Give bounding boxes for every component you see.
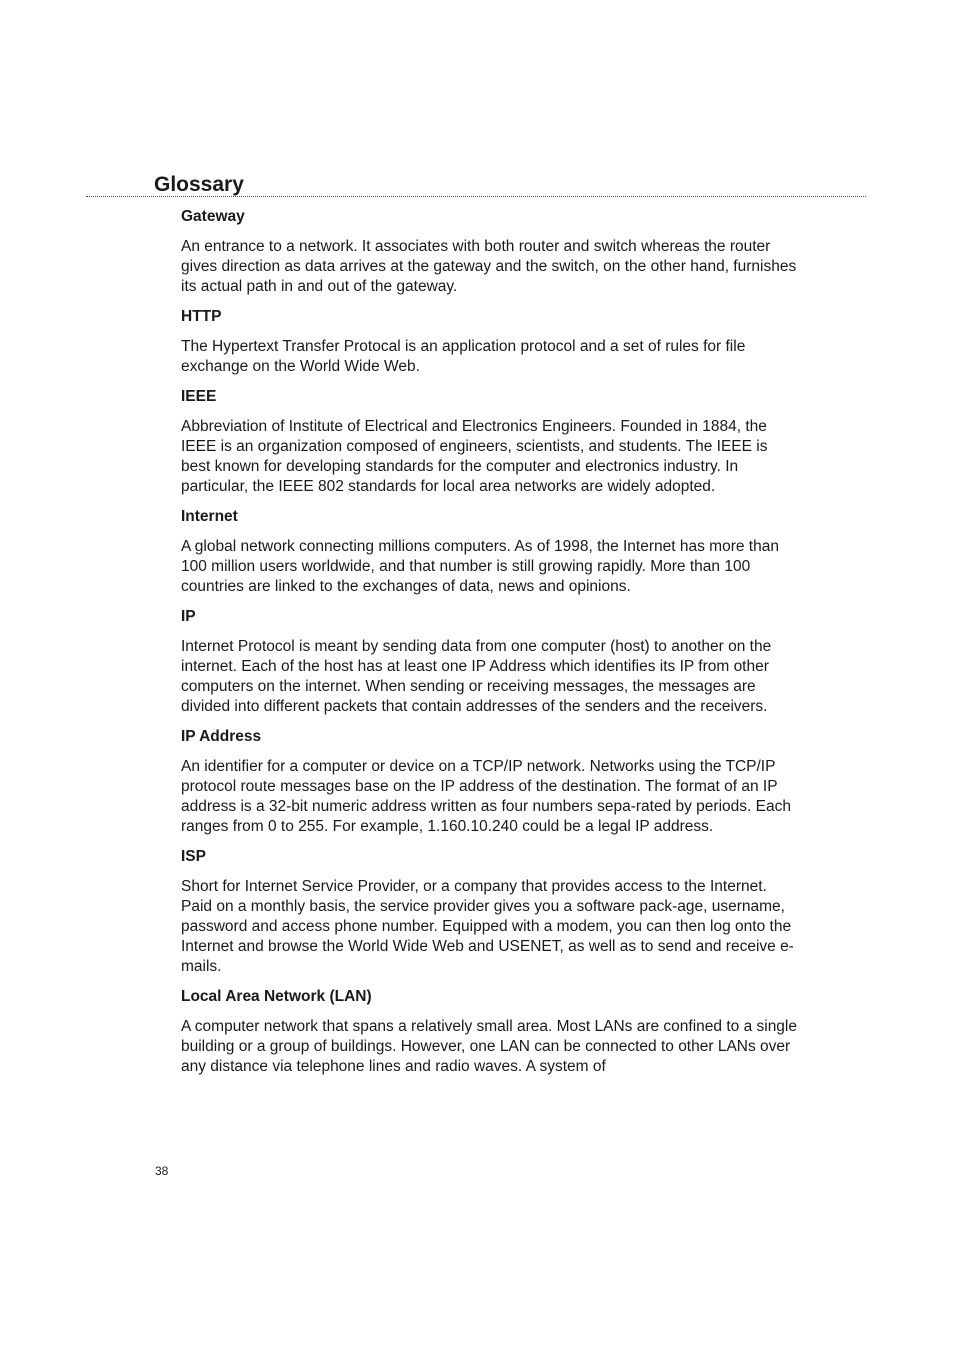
glossary-term: IP Address (181, 728, 262, 745)
glossary-entry-internet (181, 507, 797, 597)
glossary-term: IP (181, 608, 196, 625)
glossary-term: HTTP (181, 308, 222, 325)
glossary-definition: Abbreviation of Institute of Electrical and Electronics Engineers. Founded in 1884, the IEEE is an organization composed of engineers, scientists, and students. The IEEE is best known for developing standards for the computer and electronics industry. In particular, the IEEE 802 standards for local area networks are widely adopted. (181, 418, 768, 495)
glossary-entry-http (181, 307, 797, 377)
glossary-entry-gateway (181, 207, 797, 297)
glossary-entry-isp (181, 847, 797, 977)
glossary-list (181, 207, 797, 1087)
glossary-definition: Short for Internet Service Provider, or a company that provides access to the Internet. Paid on a monthly basis, the service provider gives you a software pack-age, username, password and access phone number. Equipped with a modem, you can then log onto the Internet and browse the World Wide Web and USENET, as well as to send and receive e-mails. (181, 878, 794, 975)
glossary-definition: A global network connecting millions computers. As of 1998, the Internet has more than 100 million users worldwide, and that number is still growing rapidly. More than 100 countries are linked to the exchanges of data, news and opinions. (181, 538, 779, 595)
dotted-divider (86, 196, 866, 197)
glossary-entry-ip (181, 607, 797, 717)
glossary-definition: The Hypertext Transfer Protocal is an application protocol and a set of rules for file exchange on the World Wide Web. (181, 338, 746, 375)
glossary-definition: Internet Protocol is meant by sending data from one computer (host) to another on the internet. Each of the host has at least one IP Address which identifies its IP from other computers on the internet. When sending or receiving messages, the messages are divided into different packets that contain addresses of the senders and the receivers. (181, 638, 772, 715)
glossary-entry-lan (181, 987, 797, 1077)
glossary-definition: An entrance to a network. It associates with both router and switch whereas the router gives direction as data arrives at the gateway and the switch, on the other hand, furnishes its actual path in and out of the gateway. (181, 238, 797, 295)
glossary-entry-ip-address (181, 727, 797, 837)
glossary-term: Gateway (181, 208, 245, 225)
glossary-term: Local Area Network (LAN) (181, 988, 372, 1005)
glossary-entry-ieee (181, 387, 797, 497)
glossary-definition: A computer network that spans a relatively small area. Most LANs are confined to a single building or a group of buildings. However, one LAN can be connected to other LANs over any distance via telephone lines and radio waves. A system of (181, 1018, 797, 1075)
glossary-term: Internet (181, 508, 238, 525)
glossary-definition: An identifier for a computer or device on a TCP/IP network. Networks using the TCP/IP protocol route messages base on the IP address of the destination. The format of an IP address is a 32-bit numeric address written as four numbers sepa-rated by periods. Each ranges from 0 to 255. For example, 1.160.10.240 could be a legal IP address. (181, 758, 791, 835)
page-number: 38 (155, 1164, 169, 1178)
glossary-term: ISP (181, 848, 206, 865)
glossary-term: IEEE (181, 388, 217, 405)
page-title: Glossary (154, 173, 244, 196)
